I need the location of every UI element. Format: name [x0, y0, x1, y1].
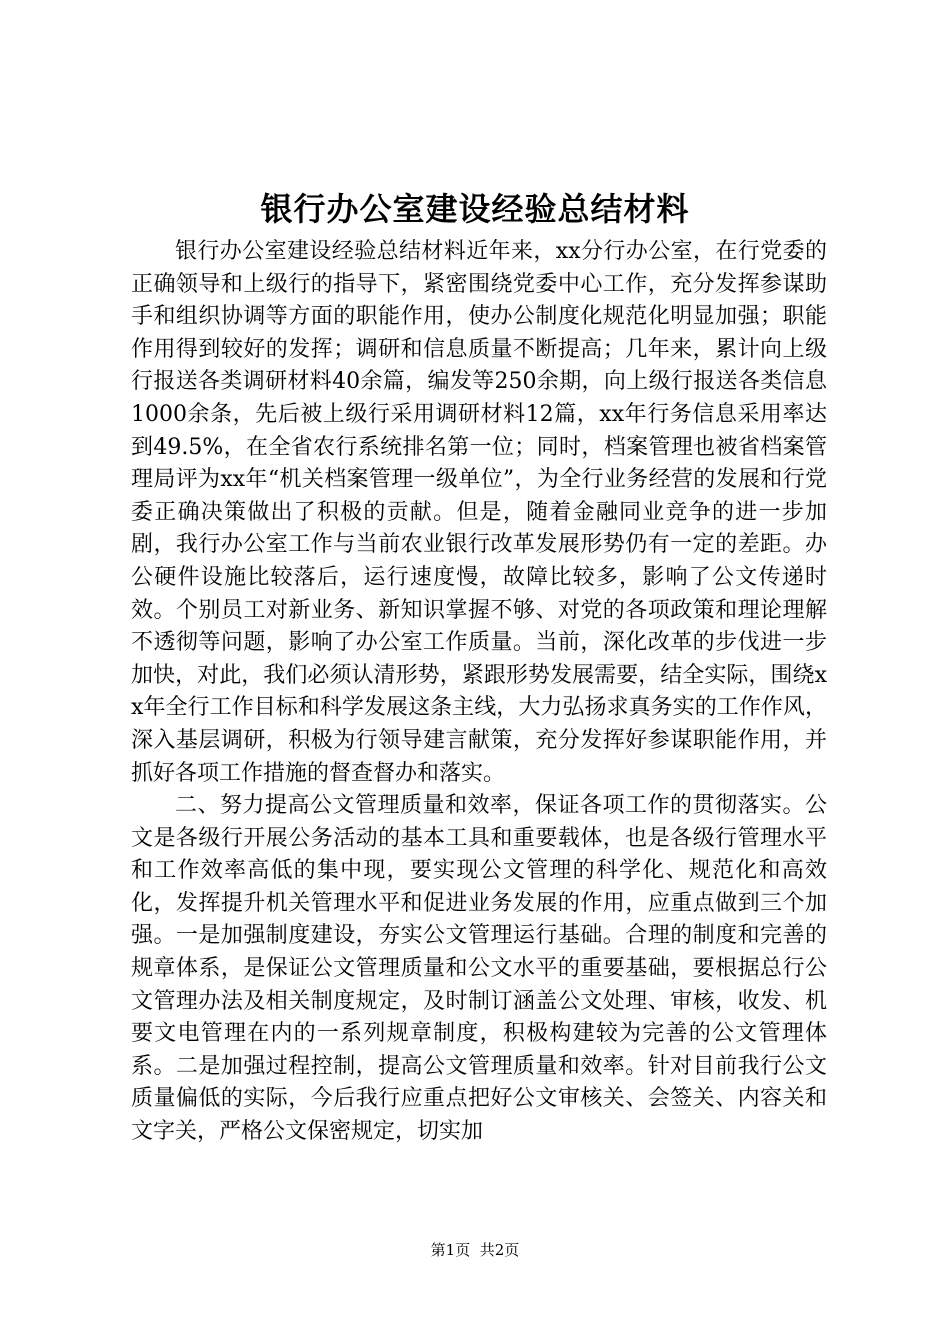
page-footer [0, 1240, 950, 1260]
paragraph-2: 二、努力提高公文管理质量和效率，保证各项工作的贯彻落实。公文是各级行开展公务活动的基本工具和重要载体，也是各级行管理水平和工作效率高低的集中现，要实现公文管理的科学化、规范化和高效化，发挥提升机关管理水平和促进业务发展的作用，应重点做到三个加强。一是加强制度建设，夯实公文管理运行基础。合理的制度和完善的规章体系，是保证公文管理质量和公文水平的重要基础，要根据总行公文管理办法及相关制度规定，及时制订涵盖公文处理、审核，收发、机要文电管理在内的一系列规章制度，积极构建较为完善的公文管理体系。二是加强过程控制，提高公文管理质量和效率。针对目前我行公文质量偏低的实际，今后我行应重点把好公文审核关、会签关、内容关和文字关，严格公文保密规定，切实加 [131, 793, 827, 1145]
document-title: 银行办公室建设经验总结材料 [260, 190, 690, 228]
page-number: 第1页 [430, 1241, 471, 1259]
footer-spacer [470, 1241, 480, 1259]
document-body [131, 236, 827, 1149]
paragraph-1: 银行办公室建设经验总结材料近年来，xx分行办公室，在行党委的正确领导和上级行的指导下，紧密围绕党委中心工作，充分发挥参谋助手和组织协调等方面的职能作用，使办公制度化规范化明显加强；职能作用得到较好的发挥；调研和信息质量不断提高；几年来，累计向上级行报送各类调研材料40余篇，编发等250余期，向上级行报送各类信息1000余条，先后被上级行采用调研材料12篇，xx年行务信息采用率达到49.5%，在全省农行系统排名第一位；同时，档案管理也被省档案管理局评为xx年“机关档案管理一级单位”，为全行业务经营的发展和行党委正确决策做出了积极的贡献。但是，随着金融同业竞争的进一步加剧，我行办公室工作与当前农业银行改革发展形势仍有一定的差距。办公硬件设施比较落后，运行速度慢，故障比较多，影响了公文传递时效。个别员工对新业务、新知识掌握不够、对党的各项政策和理论理解不透彻等问题，影响了办公室工作质量。当前，深化改革的步伐进一步加快，对此，我们必须认清形势，紧跟形势发展需要，结全实际，围绕xx年全行工作目标和科学发展这条主线，大力弘扬求真务实的工作作风，深入基层调研，积极为行领导建言献策，充分发挥好参谋职能作用，并抓好各项工作措施的督查督办和落实。 [131, 239, 827, 786]
page-total: 共2页 [479, 1241, 520, 1259]
